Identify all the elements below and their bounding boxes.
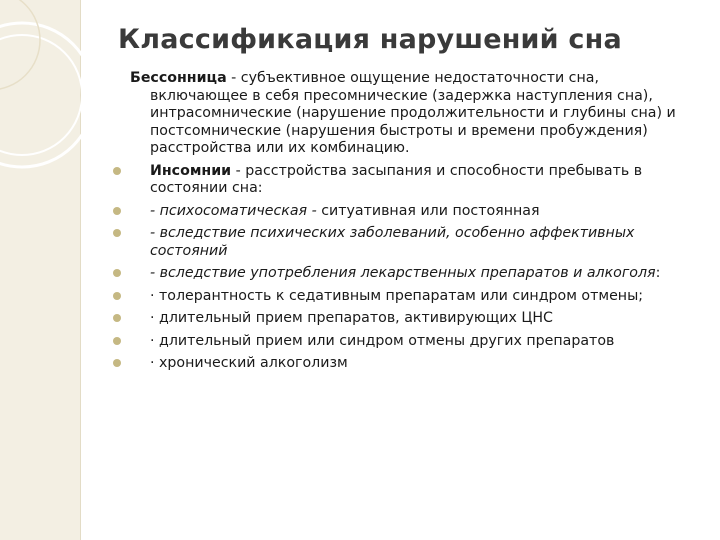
list-item — [130, 163, 695, 198]
slide-title: Классификация нарушений сна — [118, 24, 622, 55]
list-item — [130, 265, 695, 283]
bullet-text: · длительный прием препаратов, активирующих ЦНС — [150, 310, 553, 326]
bullet-icon — [113, 359, 121, 367]
bullet-text: : — [655, 265, 661, 281]
bullet-icon — [113, 292, 121, 300]
deco-circle-large — [0, 23, 94, 167]
list-item — [130, 288, 695, 306]
bullet-icon — [113, 207, 121, 215]
bullet-text: · хронический алкоголизм — [150, 355, 348, 371]
list-item — [130, 333, 695, 351]
slide-content — [130, 70, 695, 373]
bullet-list — [130, 163, 695, 373]
bullet-icon — [113, 229, 121, 237]
bullet-text: · длительный прием или синдром отмены других препаратов — [150, 332, 615, 349]
bullet-italic: - психосоматическая - — [150, 202, 317, 219]
bullet-italic: - вследствие психических заболеваний, особенно аффективных состояний — [150, 225, 635, 259]
bullet-text: ситуативная или постоянная — [316, 202, 540, 219]
deco-circle-small — [0, 0, 40, 90]
bullet-term: Инсомнии — [150, 162, 232, 179]
intro-text: - субъективное ощущение недостаточности сна, включающее в себя пресомнические (задержка наступления сна), интрасомнические (нарушение продолжительности и глубины сна) и постсомнические (нарушения быстроты и времени пробуждения) расстройства или их комбинацию. — [150, 70, 676, 156]
bullet-italic: - вследствие употребления лекарственных препаратов и алкоголя — [150, 265, 656, 281]
intro-term: Бессонница — [130, 70, 227, 86]
list-item — [130, 203, 695, 221]
bullet-text: · толерантность к седативным препаратам или синдром отмены; — [150, 287, 644, 304]
list-item — [130, 310, 695, 328]
list-item — [130, 225, 695, 260]
bullet-icon — [113, 337, 121, 345]
bullet-icon — [113, 314, 121, 322]
bullet-text: - расстройства засыпания и способности пребывать в состоянии сна: — [150, 162, 643, 196]
deco-circle-medium — [0, 35, 82, 155]
intro-paragraph — [130, 70, 695, 158]
list-item — [130, 355, 695, 373]
bullet-icon — [113, 167, 121, 175]
bullet-icon — [113, 269, 121, 277]
